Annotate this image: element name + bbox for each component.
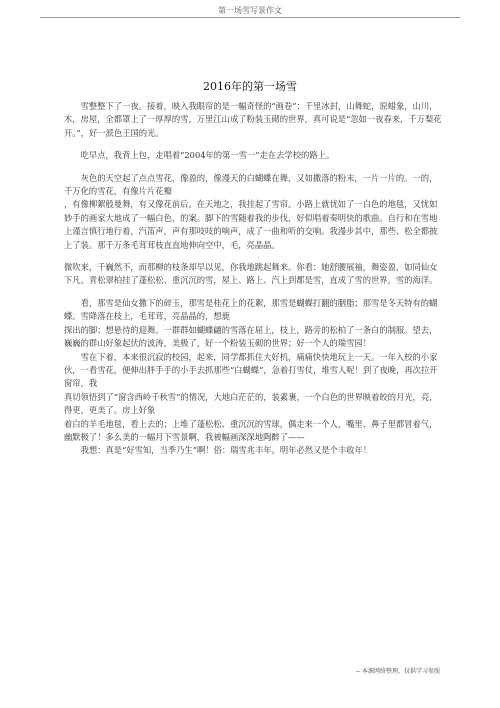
paragraph: 灰色的天空起了点点雪花，像盈的，像漫天的白蝴蝶在舞，又如撒落的粉末，一片一片的。一的，千万化的雪花，有像片片花瓣 (64, 172, 438, 197)
paragraph: 我想：真是“好雪知，当季乃生”啊！俗：瑞雪兆丰年。明年必然又是个丰收年！ (80, 445, 372, 456)
paragraph: 真切领悟到了“窗含西岭千秋雪”的情况，大地白茫茫的，装素裹，一个白色的世界映着皎的月光，亮，得更，更美了。房上好象 (64, 391, 438, 416)
paragraph: 着白的羊毛地毯，看上去的；上堆了蓬松松、重沉沉的雪球，偶走来一个人，嘴里、鼻子里都冒着气，幽默极了！多么美的一幅月下雪景啊，我被幅画深深地陶醉了—— (64, 418, 438, 442)
header-divider (40, 17, 460, 18)
paragraph: 雪在下着，本来很沉寂的校园，起来，同学都抓住大好机，痛痛快快地玩上一天。一年入校的小家伙，一看雪花，便伸出胖手手的小手去抓那些“白蝴蝶”，急着打雪仗，堆雪人呢！到了夜晚，再次拉开窗帘，我 (64, 351, 438, 389)
document-body (64, 100, 442, 458)
paragraph: ，有像柳絮般曼舞，有又像花前后。在天地之，我挂起了雪帘。小路上就忧如了一白色的地毯，又忧如妙手的画家大地成了一幅白色，的案。脚下的雪随着我的步伐，好似唱着奏明快的歌曲。自行和在雪地上谨言慎行地行着，汽笛声，声有那吱吱的响声，成了一曲和听的交响。我漫步其中，那些、松全都披上了装。那千万条毛茸茸枝直直地伸向空中，毛，亮晶晶。 (64, 199, 438, 250)
paragraph: 微吹来，千巍然不，而那柳的枝条却早以见，你我地跳起舞来。你看：她舒腰展袖，舞姿盈，如同仙女下凡。青松翠柏挂了蓬松松、重沉沉的雪，屋上、路上、汽上到都是雪，直成了雪的世界，雪的海洋。 (64, 262, 438, 286)
paragraph: 雪整整下了一夜。接着，映入我眼帘的是一幅奇怪的“画卷”：千里冰封，山舞蛇，原蜡象，山川，木，房屋，全都罩上了一厚厚的雪，万里江山成了粉装玉砌的世界，真可说是“忽如一夜春来，千万梨花开。”，好一派色王国的光。 (64, 101, 442, 138)
paragraph: 吃早点，我背上包，走唱着“2004年的第一雪一”走在去学校的路上。 (80, 150, 335, 161)
paragraph: 看，那雪是仙女撒下的碎玉，那雪是桂花上的花絮，那雪是蝴蝶打翻的胭脂；那雪是冬天特有的蝴蝶。雪降落在枝上，毛茸茸，亮晶晶的，想鹿 (64, 297, 438, 322)
page-footer: -- 本源网络整理，仅供学习参照 (356, 668, 440, 675)
document-title: 2016年的第一场雪 (203, 80, 297, 93)
page-header: 第一场雪写景作文 (218, 6, 282, 15)
paragraph: 探出的脚；想悬待的迎舞。一群群如蝴蝶翩的雪落在屈上，枝上，路旁的松柏了一条白的制服。望去，巍巍的群山好象起伏的波涛，美极了，好一个粉装玉砌的世界；好一个人的瑞雪园！ (64, 324, 438, 349)
